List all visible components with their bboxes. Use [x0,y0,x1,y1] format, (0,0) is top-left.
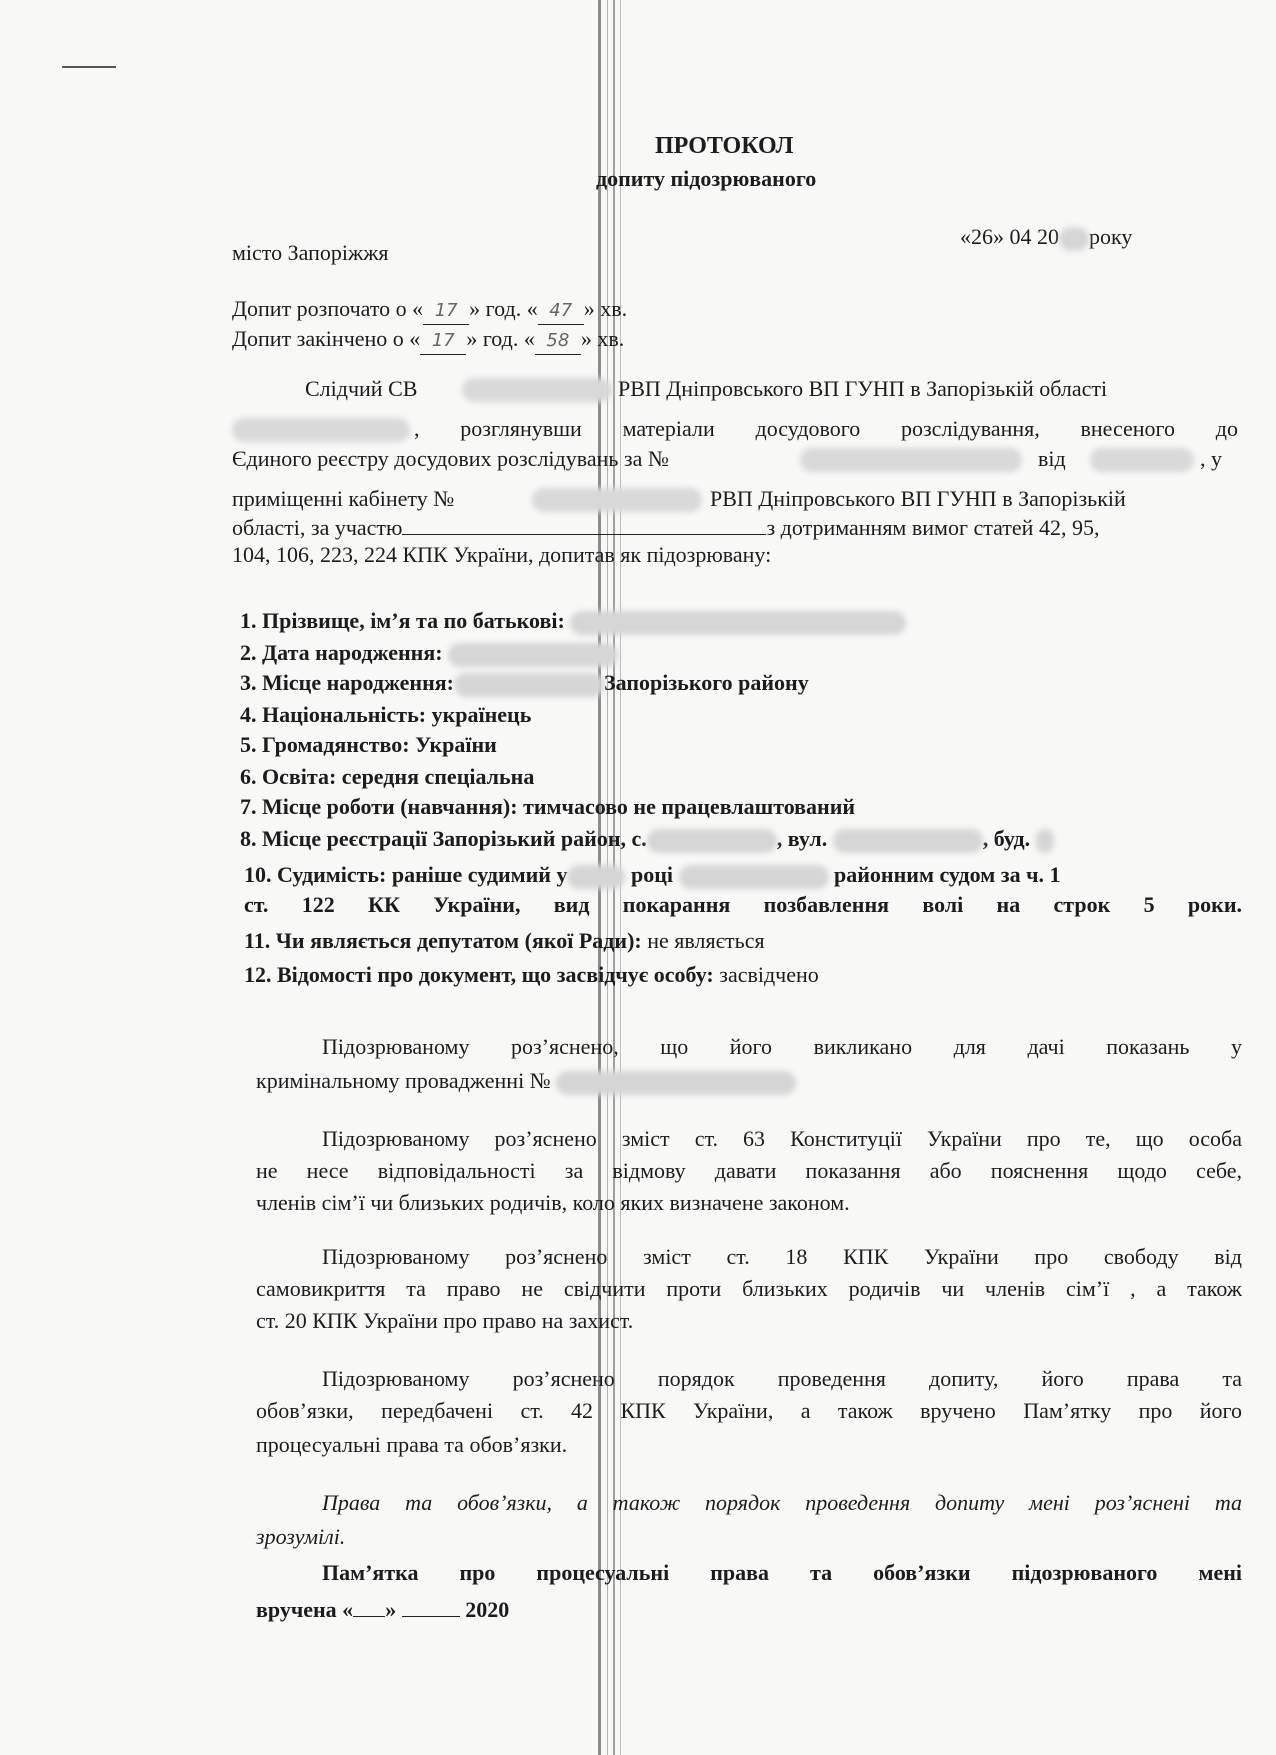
field-full-name: 1. Прізвище, ім’я та по батькові: [240,608,906,635]
para-1-line-1: Підозрюваному роз’яснено, що його викликано для дачі показань у [322,1034,1242,1059]
redacted-field [1090,448,1194,472]
field-registration: 8. Місце реєстрації Запорізький район, с. , вул. , буд. [240,826,1054,853]
redacted-field [800,448,1022,472]
field-birth-date: 2. Дата народження: [240,640,618,667]
redacted-field [570,611,906,635]
redacted-field [647,829,777,853]
redacted-field [1059,227,1089,251]
city: місто Запоріжжя [232,240,389,265]
intro-line-3a: Єдиного реєстру досудових розслідувань за № [232,446,669,471]
para-4-line-1: Підозрюваному роз’яснено порядок проведення допиту, його права та [322,1366,1242,1391]
field-deputy: 11. Чи являється депутатом (якої Ради): не являється [244,928,765,953]
handwritten-hour: 17 [420,328,466,355]
para-3-line-1: Підозрюваному роз’яснено зміст ст. 18 КПК України про свободу від [322,1244,1242,1269]
intro-line-1b: РВП Дніпровського ВП ГУНП в Запорізькій області [618,376,1108,401]
field-birth-place: 3. Місце народження: Запорізького району [240,670,809,695]
para-4-line-3: процесуальні права та обов’язки. [256,1432,568,1457]
para-2-line-2: не несе відповідальності за відмову давати показання або пояснення щодо себе, [256,1158,1242,1183]
para-2-line-1: Підозрюваному роз’яснено зміст ст. 63 Конституції України про те, що особа [322,1126,1242,1151]
intro-line-1a: Слідчий СВ [305,376,418,401]
para-1-line-2: кримінальному провадженні № [256,1068,796,1095]
field-workplace: 7. Місце роботи (навчання): тимчасово не працевлаштований [240,794,856,819]
document-date: «26» 04 20 року [960,224,1133,249]
document-title: ПРОТОКОЛ [655,133,794,159]
field-criminal-record-cont: ст. 122 КК України, вид покарання позбавлення волі на строк 5 роки. [244,892,1242,917]
para-3-line-3: ст. 20 КПК України про право на захист. [256,1308,634,1333]
start-time-line: Допит розпочато о « 17 » год. « 47 » хв. [232,296,627,325]
intro-line-3c: , у [1200,446,1222,471]
redacted-field [462,378,612,402]
document-subtitle: допиту підозрюваного [596,166,817,191]
intro-line-6: 104, 106, 223, 224 КПК України, допитав як підозрювану: [232,542,772,567]
para-5-line-2: зрозумілі. [256,1524,346,1549]
handwritten-hour: 17 [423,298,469,325]
scan-mark [62,66,116,68]
intro-line-4b: РВП Дніпровського ВП ГУНП в Запорізькій [710,486,1126,511]
intro-line-4a: приміщенні кабінету № [232,486,455,511]
redacted-field [448,643,618,667]
intro-line-2: , розглянувши матеріали досудового розслідування, внесеного до [414,416,1238,441]
field-criminal-record: 10. Судимість: раніше судимий у році районним судом за ч. 1 [244,862,1061,887]
redacted-field [1036,829,1054,853]
handwritten-minute: 47 [538,298,584,325]
redacted-field [833,829,983,853]
field-citizenship: 5. Громадянство: України [240,732,497,757]
field-nationality: 4. Національність: українець [240,702,532,727]
field-education: 6. Освіта: середня спеціальна [240,764,535,789]
blank-line [402,514,766,535]
handwritten-minute: 58 [535,328,581,355]
redacted-field [454,673,604,697]
field-id-document: 12. Відомості про документ, що засвідчує особу: засвідчено [244,962,819,987]
redacted-field [679,865,829,889]
para-2-line-3: членів сім’ї чи близьких родичів, коло яких визначене законом. [256,1190,850,1215]
redacted-field [532,488,702,512]
end-time-line: Допит закінчено о « 17 » год. « 58 » хв. [232,326,624,355]
redacted-field [567,865,625,889]
para-5-line-1: Права та обов’язки, а також порядок проведення допиту мені роз’яснені та [322,1490,1242,1515]
blank-line [402,1596,460,1617]
intro-line-3b: від [1038,446,1066,471]
para-6-line-2: вручена « » 2020 [256,1597,510,1622]
redacted-field [556,1071,796,1095]
para-6-line-1: Пам’ятка про процесуальні права та обов’язки підозрюваного мені [322,1560,1242,1585]
blank-line [353,1596,385,1617]
intro-line-5: області, за участю з дотриманням вимог статей 42, 95, [232,515,1100,540]
para-3-line-2: самовикриття та право не свідчити проти близьких родичів чи членів сім’ї , а також [256,1276,1242,1301]
para-4-line-2: обов’язки, передбачені ст. 42 КПК України, а також вручено Пам’ятку про його [256,1398,1242,1423]
redacted-field [232,418,410,442]
